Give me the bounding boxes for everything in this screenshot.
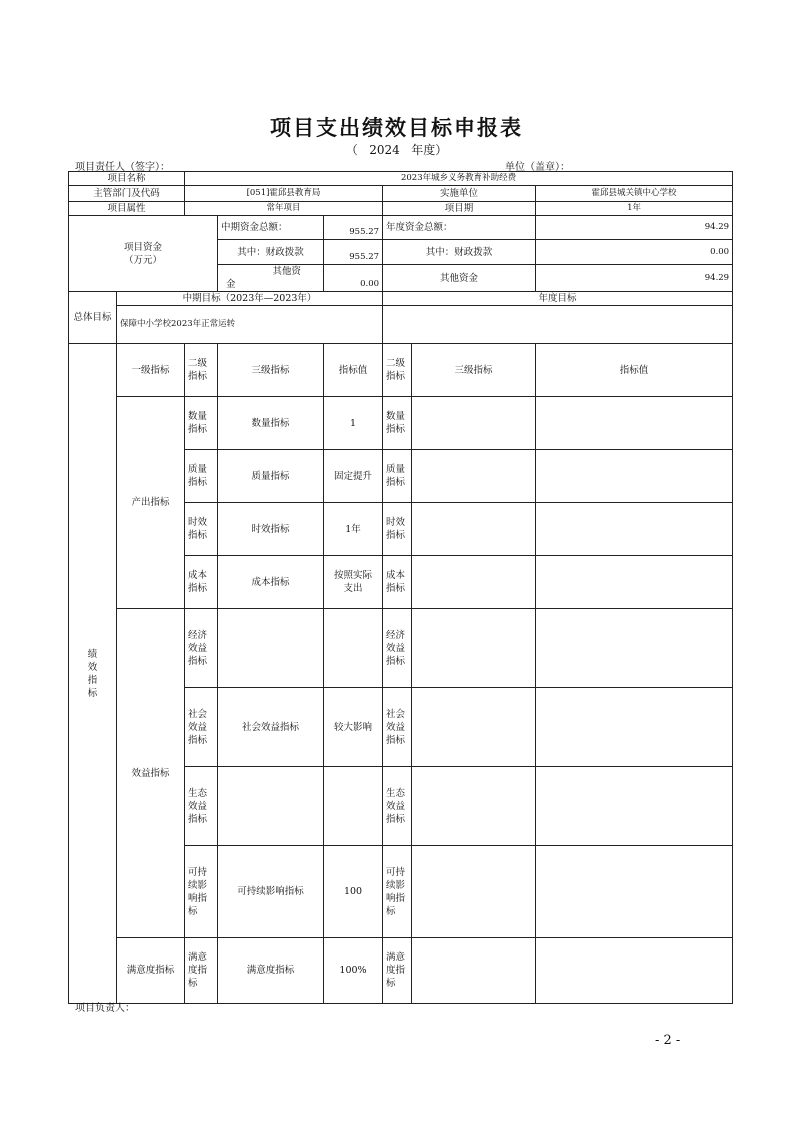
r-l2-timeliness: 时效指标: [383, 503, 412, 556]
value-header-right: 指标值: [536, 344, 733, 397]
l3-satisfaction: 满意度指标: [218, 938, 324, 1004]
responsible-signature-label: 项目责任人（签字）：: [75, 162, 170, 173]
l3-cost: 成本指标: [218, 556, 324, 609]
unit-seal-label: 单位（盖章）：: [505, 162, 570, 173]
perf-section-label: 绩效指标: [69, 344, 117, 1004]
year-fiscal-value: 0.00: [536, 240, 733, 265]
benefit-indicator-label: 效益指标: [117, 609, 185, 938]
l3-ecological: [218, 767, 324, 846]
project-period-value: 1年: [536, 202, 733, 216]
fund-label-cell: [69, 216, 218, 292]
r-val-quality: [536, 450, 733, 503]
year-open-paren: （: [345, 143, 358, 157]
level2-header-left: 二级指标: [185, 344, 218, 397]
r-val-economic: [536, 609, 733, 688]
mid-total-label: 中期资金总额：: [218, 216, 324, 240]
year-fiscal-label: 其中：财政拨款: [383, 240, 536, 265]
year-other-label: 其他资金: [383, 265, 536, 292]
l3-timeliness: 时效指标: [218, 503, 324, 556]
satisfaction-indicator-label: 满意度指标: [117, 938, 185, 1004]
overall-target-label: 总体目标: [69, 292, 117, 344]
l2-quality: 质量指标: [185, 450, 218, 503]
project-attr-label: 项目属性: [69, 202, 185, 216]
l3-quality: 质量指标: [218, 450, 324, 503]
mid-fiscal-label: 其中：财政拨款: [218, 240, 324, 265]
output-indicator-label: 产出指标: [117, 397, 185, 609]
val-quantity: 1: [324, 397, 383, 450]
r-l2-social: 社会效益指标: [383, 688, 412, 767]
val-cost: 按照实际支出: [324, 556, 383, 609]
r-l3-sustainable: [412, 846, 536, 938]
project-period-label: 项目期: [383, 202, 536, 216]
l2-quantity: 数量指标: [185, 397, 218, 450]
l2-cost: 成本指标: [185, 556, 218, 609]
year-suffix: 年度）: [411, 143, 448, 157]
l3-social: 社会效益指标: [218, 688, 324, 767]
value-header-left: 指标值: [324, 344, 383, 397]
mid-other-label-a: 其他资: [272, 266, 302, 277]
year-goal-text: [383, 306, 733, 344]
impl-unit-value: 霍邱县城关镇中心学校: [536, 186, 733, 202]
mid-other-label-b: 金: [226, 279, 236, 290]
year-line: [0, 141, 793, 158]
l2-timeliness: 时效指标: [185, 503, 218, 556]
r-l3-timeliness: [412, 503, 536, 556]
dept-value: [051]霍邱县教育局: [185, 186, 383, 202]
fund-unit: （万元）: [124, 254, 163, 266]
project-name-value: 2023年城乡义务教育补助经费: [185, 172, 733, 186]
l2-economic: 经济效益指标: [185, 609, 218, 688]
fund-label: 项目资金: [124, 241, 163, 253]
r-l2-sustainable: 可持续影响指标: [383, 846, 412, 938]
val-quality: 固定提升: [324, 450, 383, 503]
performance-target-form: [68, 171, 733, 1004]
form-title: 项目支出绩效目标申报表: [270, 115, 523, 140]
val-sustainable: 100: [324, 846, 383, 938]
r-l2-quantity: 数量指标: [383, 397, 412, 450]
l2-sustainable: 可持续影响指标: [185, 846, 218, 938]
mid-goal-text: 保障中小学校2023年正常运转: [117, 306, 383, 344]
r-val-social: [536, 688, 733, 767]
l2-social: 社会效益指标: [185, 688, 218, 767]
r-l2-satisfaction: 满意度指标: [383, 938, 412, 1004]
l2-ecological: 生态效益指标: [185, 767, 218, 846]
mid-goal-header: 中期目标（2023年—2023年）: [117, 292, 383, 306]
project-attr-value: 常年项目: [185, 202, 383, 216]
project-name-label: 项目名称: [69, 172, 185, 186]
year-total-label: 年度资金总额：: [383, 216, 536, 240]
val-timeliness: 1年: [324, 503, 383, 556]
r-val-satisfaction: [536, 938, 733, 1004]
r-l3-economic: [412, 609, 536, 688]
val-social: 较大影响: [324, 688, 383, 767]
year-goal-header: 年度目标: [383, 292, 733, 306]
level2-header-right: 二级指标: [383, 344, 412, 397]
mid-other-label-cell: [218, 265, 324, 292]
l3-sustainable: 可持续影响指标: [218, 846, 324, 938]
dept-label: 主管部门及代码: [69, 186, 185, 202]
mid-other-value: 0.00: [324, 265, 383, 292]
r-l3-social: [412, 688, 536, 767]
r-l3-cost: [412, 556, 536, 609]
l2-satisfaction: 满意度指标: [185, 938, 218, 1004]
val-economic: [324, 609, 383, 688]
val-ecological: [324, 767, 383, 846]
r-val-sustainable: [536, 846, 733, 938]
r-l2-cost: 成本指标: [383, 556, 412, 609]
r-val-timeliness: [536, 503, 733, 556]
year-value: 2024: [369, 143, 400, 157]
r-val-ecological: [536, 767, 733, 846]
impl-unit-label: 实施单位: [383, 186, 536, 202]
r-l3-satisfaction: [412, 938, 536, 1004]
r-val-cost: [536, 556, 733, 609]
r-l2-quality: 质量指标: [383, 450, 412, 503]
level3-header-left: 三级指标: [218, 344, 324, 397]
year-total-value: 94.29: [536, 216, 733, 240]
project-leader-label: 项目负责人：: [75, 1003, 135, 1014]
mid-fiscal-value: 955.27: [324, 240, 383, 265]
r-val-quantity: [536, 397, 733, 450]
r-l3-quality: [412, 450, 536, 503]
level3-header-right: 三级指标: [412, 344, 536, 397]
r-l2-ecological: 生态效益指标: [383, 767, 412, 846]
l3-quantity: 数量指标: [218, 397, 324, 450]
r-l3-quantity: [412, 397, 536, 450]
year-other-value: 94.29: [536, 265, 733, 292]
r-l2-economic: 经济效益指标: [383, 609, 412, 688]
r-l3-ecological: [412, 767, 536, 846]
mid-total-value: 955.27: [324, 216, 383, 240]
l3-economic: [218, 609, 324, 688]
val-satisfaction: 100%: [324, 938, 383, 1004]
page-number: - 2 -: [655, 1033, 681, 1048]
level1-header: 一级指标: [117, 344, 185, 397]
